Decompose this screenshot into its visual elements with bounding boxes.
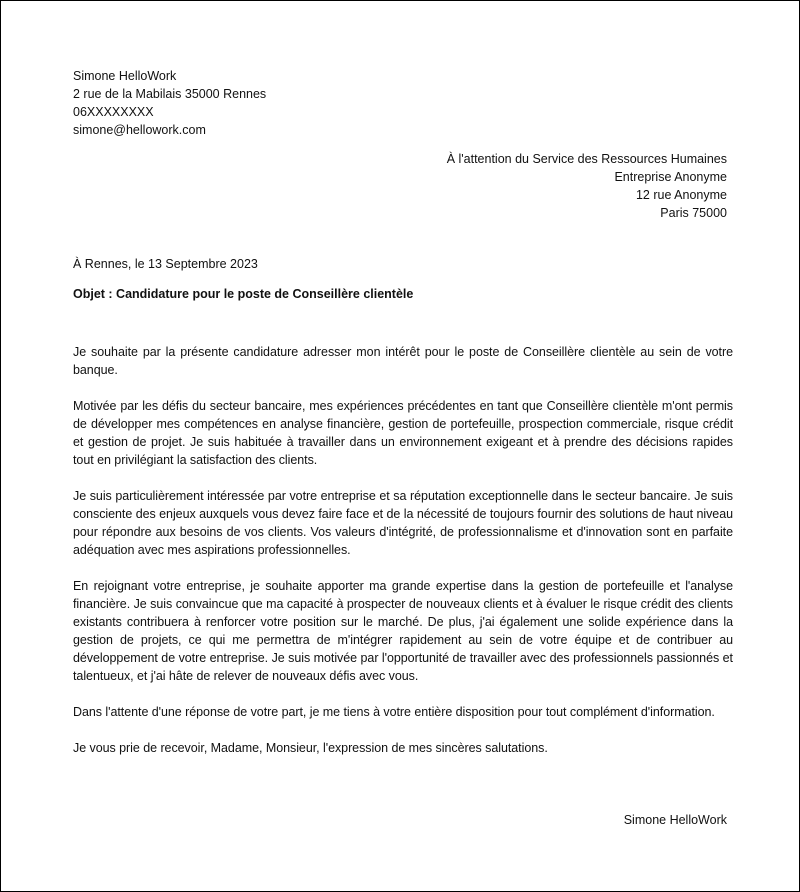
sender-block: [73, 67, 266, 139]
recipient-street: 12 rue Anonyme: [635, 188, 727, 202]
body-paragraph: Je souhaite par la présente candidature adresser mon intérêt pour le poste de Conseillère clientèle au sein de votre banque.: [73, 345, 733, 377]
body-paragraph: Motivée par les défis du secteur bancaire, mes expériences précédentes en tant que Conseillère clientèle m'ont permis de développer mes compétences en analyse financière, gestion de portefeuille, prospection commerciale, risque crédit et gestion de projet. Je suis habituée à travailler dans un environnement exigeant et à prendre des décisions rapides tout en privilégiant la satisfaction des clients.: [73, 399, 733, 467]
signature: Simone HelloWork: [623, 813, 727, 827]
body-paragraph: Dans l'attente d'une réponse de votre part, je me tiens à votre entière disposition pour tout complément d'information.: [73, 705, 715, 719]
body-paragraph: En rejoignant votre entreprise, je souhaite apporter ma grande expertise dans la gestion de portefeuille et l'analyse financière. Je suis convaincue que ma capacité à prospecter de nouveaux clients et à évaluer le risque crédit des clients existants contribuera à renforcer votre position sur le marché. De plus, j'ai également une solide expérience dans la gestion de projets, ce qui me permettra de m'intégrer rapidement au sein de votre équipe et de contribuer au développement de votre entreprise. Je suis motivée par l'opportunité de travailler avec des professionnels passionnés et talentueux, et j'ai hâte de relever de nouveaux défis avec vous.: [73, 579, 733, 683]
recipient-city: Paris 75000: [660, 206, 727, 220]
body-paragraph: Je vous prie de recevoir, Madame, Monsieur, l'expression de mes sincères salutations.: [73, 741, 548, 755]
letter-date: À Rennes, le 13 Septembre 2023: [73, 257, 258, 271]
recipient-block: [447, 150, 727, 222]
sender-name: Simone HelloWork: [73, 69, 177, 83]
body-paragraph: Je suis particulièrement intéressée par votre entreprise et sa réputation exceptionnelle dans le secteur bancaire. Je suis consciente des enjeux auxquels vous devez faire face et de la nécessité de toujours fournir des solutions de haut niveau pour répondre aux besoins de vos clients. Vos valeurs d'intégrité, de professionnalisme et d'innovation sont en parfaite adéquation avec mes aspirations professionnelles.: [73, 489, 733, 557]
recipient-company: Entreprise Anonyme: [614, 170, 727, 184]
sender-phone: 06XXXXXXXX: [73, 105, 154, 119]
recipient-attention: À l'attention du Service des Ressources Humaines: [446, 152, 727, 166]
letter-subject: Objet : Candidature pour le poste de Conseillère clientèle: [73, 287, 414, 301]
sender-address: 2 rue de la Mabilais 35000 Rennes: [73, 87, 267, 101]
sender-email: simone@hellowork.com: [73, 123, 206, 137]
letter-body: [73, 343, 733, 775]
